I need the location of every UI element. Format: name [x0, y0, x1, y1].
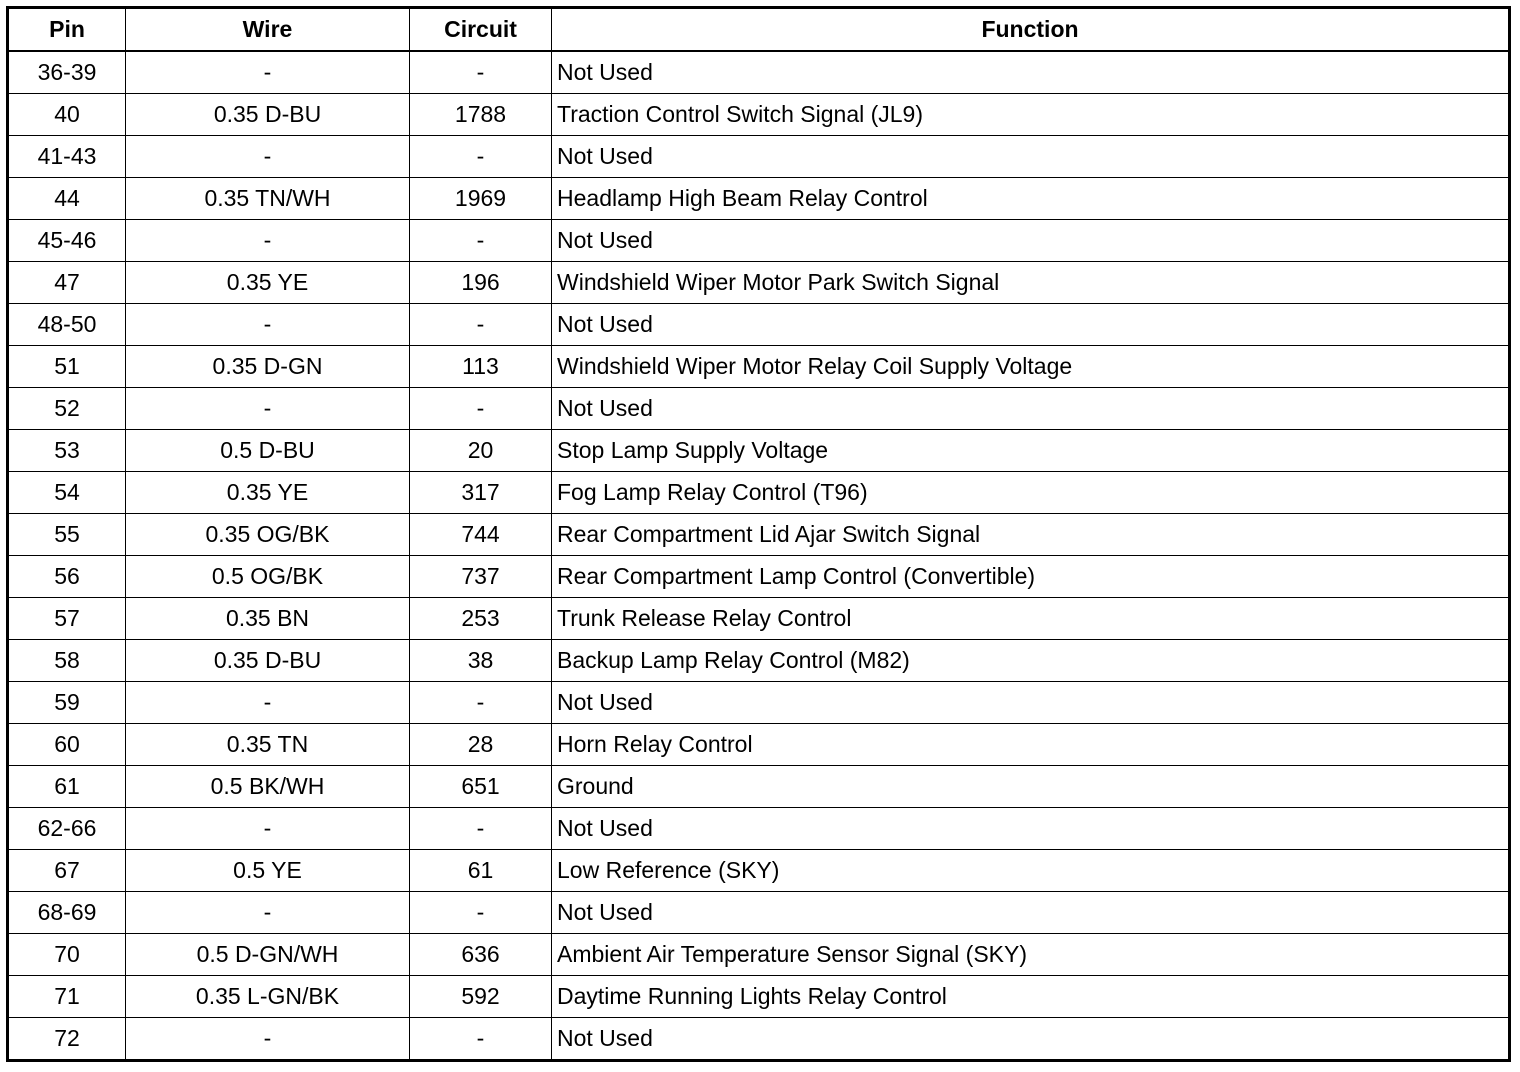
cell-wire: 0.5 D-BU [126, 430, 410, 472]
table-row [8, 51, 1510, 94]
cell-circuit: - [410, 388, 552, 430]
cell-wire: - [126, 892, 410, 934]
table-row [8, 556, 1510, 598]
table-row [8, 640, 1510, 682]
cell-circuit: 592 [410, 976, 552, 1018]
cell-function: Not Used [552, 892, 1510, 934]
cell-pin: 44 [8, 178, 126, 220]
cell-function: Stop Lamp Supply Voltage [552, 430, 1510, 472]
cell-circuit: 744 [410, 514, 552, 556]
cell-circuit: 737 [410, 556, 552, 598]
cell-circuit: - [410, 220, 552, 262]
cell-pin: 67 [8, 850, 126, 892]
cell-wire: 0.35 BN [126, 598, 410, 640]
cell-circuit: 113 [410, 346, 552, 388]
cell-function: Ground [552, 766, 1510, 808]
cell-pin: 36-39 [8, 51, 126, 94]
cell-wire: 0.35 D-GN [126, 346, 410, 388]
cell-pin: 40 [8, 94, 126, 136]
cell-wire: - [126, 388, 410, 430]
cell-wire: 0.5 YE [126, 850, 410, 892]
cell-function: Not Used [552, 388, 1510, 430]
cell-pin: 41-43 [8, 136, 126, 178]
cell-circuit: 636 [410, 934, 552, 976]
table-row [8, 808, 1510, 850]
cell-function: Not Used [552, 220, 1510, 262]
cell-function: Not Used [552, 51, 1510, 94]
cell-pin: 61 [8, 766, 126, 808]
cell-circuit: 20 [410, 430, 552, 472]
table-row [8, 346, 1510, 388]
cell-function: Fog Lamp Relay Control (T96) [552, 472, 1510, 514]
cell-function: Not Used [552, 304, 1510, 346]
cell-pin: 68-69 [8, 892, 126, 934]
cell-circuit: - [410, 682, 552, 724]
table-row [8, 934, 1510, 976]
table-row [8, 892, 1510, 934]
cell-pin: 60 [8, 724, 126, 766]
cell-pin: 70 [8, 934, 126, 976]
cell-circuit: - [410, 51, 552, 94]
cell-pin: 45-46 [8, 220, 126, 262]
cell-wire: 0.35 D-BU [126, 640, 410, 682]
cell-pin: 55 [8, 514, 126, 556]
cell-circuit: - [410, 808, 552, 850]
cell-function: Rear Compartment Lamp Control (Convertible) [552, 556, 1510, 598]
cell-function: Windshield Wiper Motor Relay Coil Supply Voltage [552, 346, 1510, 388]
table-row [8, 304, 1510, 346]
table-row [8, 430, 1510, 472]
cell-circuit: 1969 [410, 178, 552, 220]
cell-wire: 0.35 YE [126, 472, 410, 514]
cell-circuit: 651 [410, 766, 552, 808]
cell-wire: 0.5 BK/WH [126, 766, 410, 808]
cell-pin: 53 [8, 430, 126, 472]
cell-function: Traction Control Switch Signal (JL9) [552, 94, 1510, 136]
table-row [8, 388, 1510, 430]
cell-pin: 52 [8, 388, 126, 430]
cell-function: Trunk Release Relay Control [552, 598, 1510, 640]
cell-wire: 0.5 D-GN/WH [126, 934, 410, 976]
table-row [8, 1018, 1510, 1061]
cell-function: Backup Lamp Relay Control (M82) [552, 640, 1510, 682]
cell-function: Ambient Air Temperature Sensor Signal (SKY) [552, 934, 1510, 976]
pinout-table [6, 6, 1511, 1062]
cell-wire: - [126, 808, 410, 850]
cell-pin: 48-50 [8, 304, 126, 346]
cell-circuit: - [410, 892, 552, 934]
table-body [8, 51, 1510, 1061]
cell-function: Headlamp High Beam Relay Control [552, 178, 1510, 220]
cell-pin: 51 [8, 346, 126, 388]
cell-pin: 59 [8, 682, 126, 724]
cell-circuit: - [410, 304, 552, 346]
cell-wire: - [126, 136, 410, 178]
table-row [8, 724, 1510, 766]
table-row [8, 850, 1510, 892]
table-row [8, 472, 1510, 514]
cell-wire: - [126, 304, 410, 346]
cell-circuit: 61 [410, 850, 552, 892]
table-row [8, 766, 1510, 808]
table-row [8, 178, 1510, 220]
cell-pin: 56 [8, 556, 126, 598]
cell-circuit: 317 [410, 472, 552, 514]
header-row [8, 8, 1510, 52]
cell-function: Low Reference (SKY) [552, 850, 1510, 892]
table-row [8, 262, 1510, 304]
cell-pin: 71 [8, 976, 126, 1018]
cell-wire: - [126, 51, 410, 94]
table-row [8, 682, 1510, 724]
table-row [8, 220, 1510, 262]
cell-function: Daytime Running Lights Relay Control [552, 976, 1510, 1018]
cell-pin: 58 [8, 640, 126, 682]
table-row [8, 136, 1510, 178]
cell-function: Rear Compartment Lid Ajar Switch Signal [552, 514, 1510, 556]
cell-pin: 54 [8, 472, 126, 514]
cell-function: Windshield Wiper Motor Park Switch Signal [552, 262, 1510, 304]
cell-function: Horn Relay Control [552, 724, 1510, 766]
cell-wire: 0.35 YE [126, 262, 410, 304]
header-function: Function [552, 8, 1510, 52]
table-row [8, 514, 1510, 556]
cell-circuit: 38 [410, 640, 552, 682]
cell-wire: - [126, 682, 410, 724]
cell-wire: 0.35 TN/WH [126, 178, 410, 220]
table-row [8, 94, 1510, 136]
cell-circuit: 1788 [410, 94, 552, 136]
table-header [8, 8, 1510, 52]
cell-circuit: - [410, 1018, 552, 1061]
cell-wire: - [126, 220, 410, 262]
header-circuit: Circuit [410, 8, 552, 52]
cell-wire: 0.5 OG/BK [126, 556, 410, 598]
cell-wire: 0.35 TN [126, 724, 410, 766]
header-pin: Pin [8, 8, 126, 52]
cell-function: Not Used [552, 136, 1510, 178]
cell-wire: 0.35 D-BU [126, 94, 410, 136]
cell-wire: - [126, 1018, 410, 1061]
cell-circuit: 253 [410, 598, 552, 640]
cell-pin: 47 [8, 262, 126, 304]
header-wire: Wire [126, 8, 410, 52]
table-row [8, 976, 1510, 1018]
cell-circuit: 28 [410, 724, 552, 766]
cell-pin: 72 [8, 1018, 126, 1061]
cell-function: Not Used [552, 682, 1510, 724]
cell-wire: 0.35 OG/BK [126, 514, 410, 556]
cell-pin: 62-66 [8, 808, 126, 850]
cell-function: Not Used [552, 808, 1510, 850]
cell-circuit: 196 [410, 262, 552, 304]
cell-pin: 57 [8, 598, 126, 640]
cell-function: Not Used [552, 1018, 1510, 1061]
cell-circuit: - [410, 136, 552, 178]
table-row [8, 598, 1510, 640]
cell-wire: 0.35 L-GN/BK [126, 976, 410, 1018]
